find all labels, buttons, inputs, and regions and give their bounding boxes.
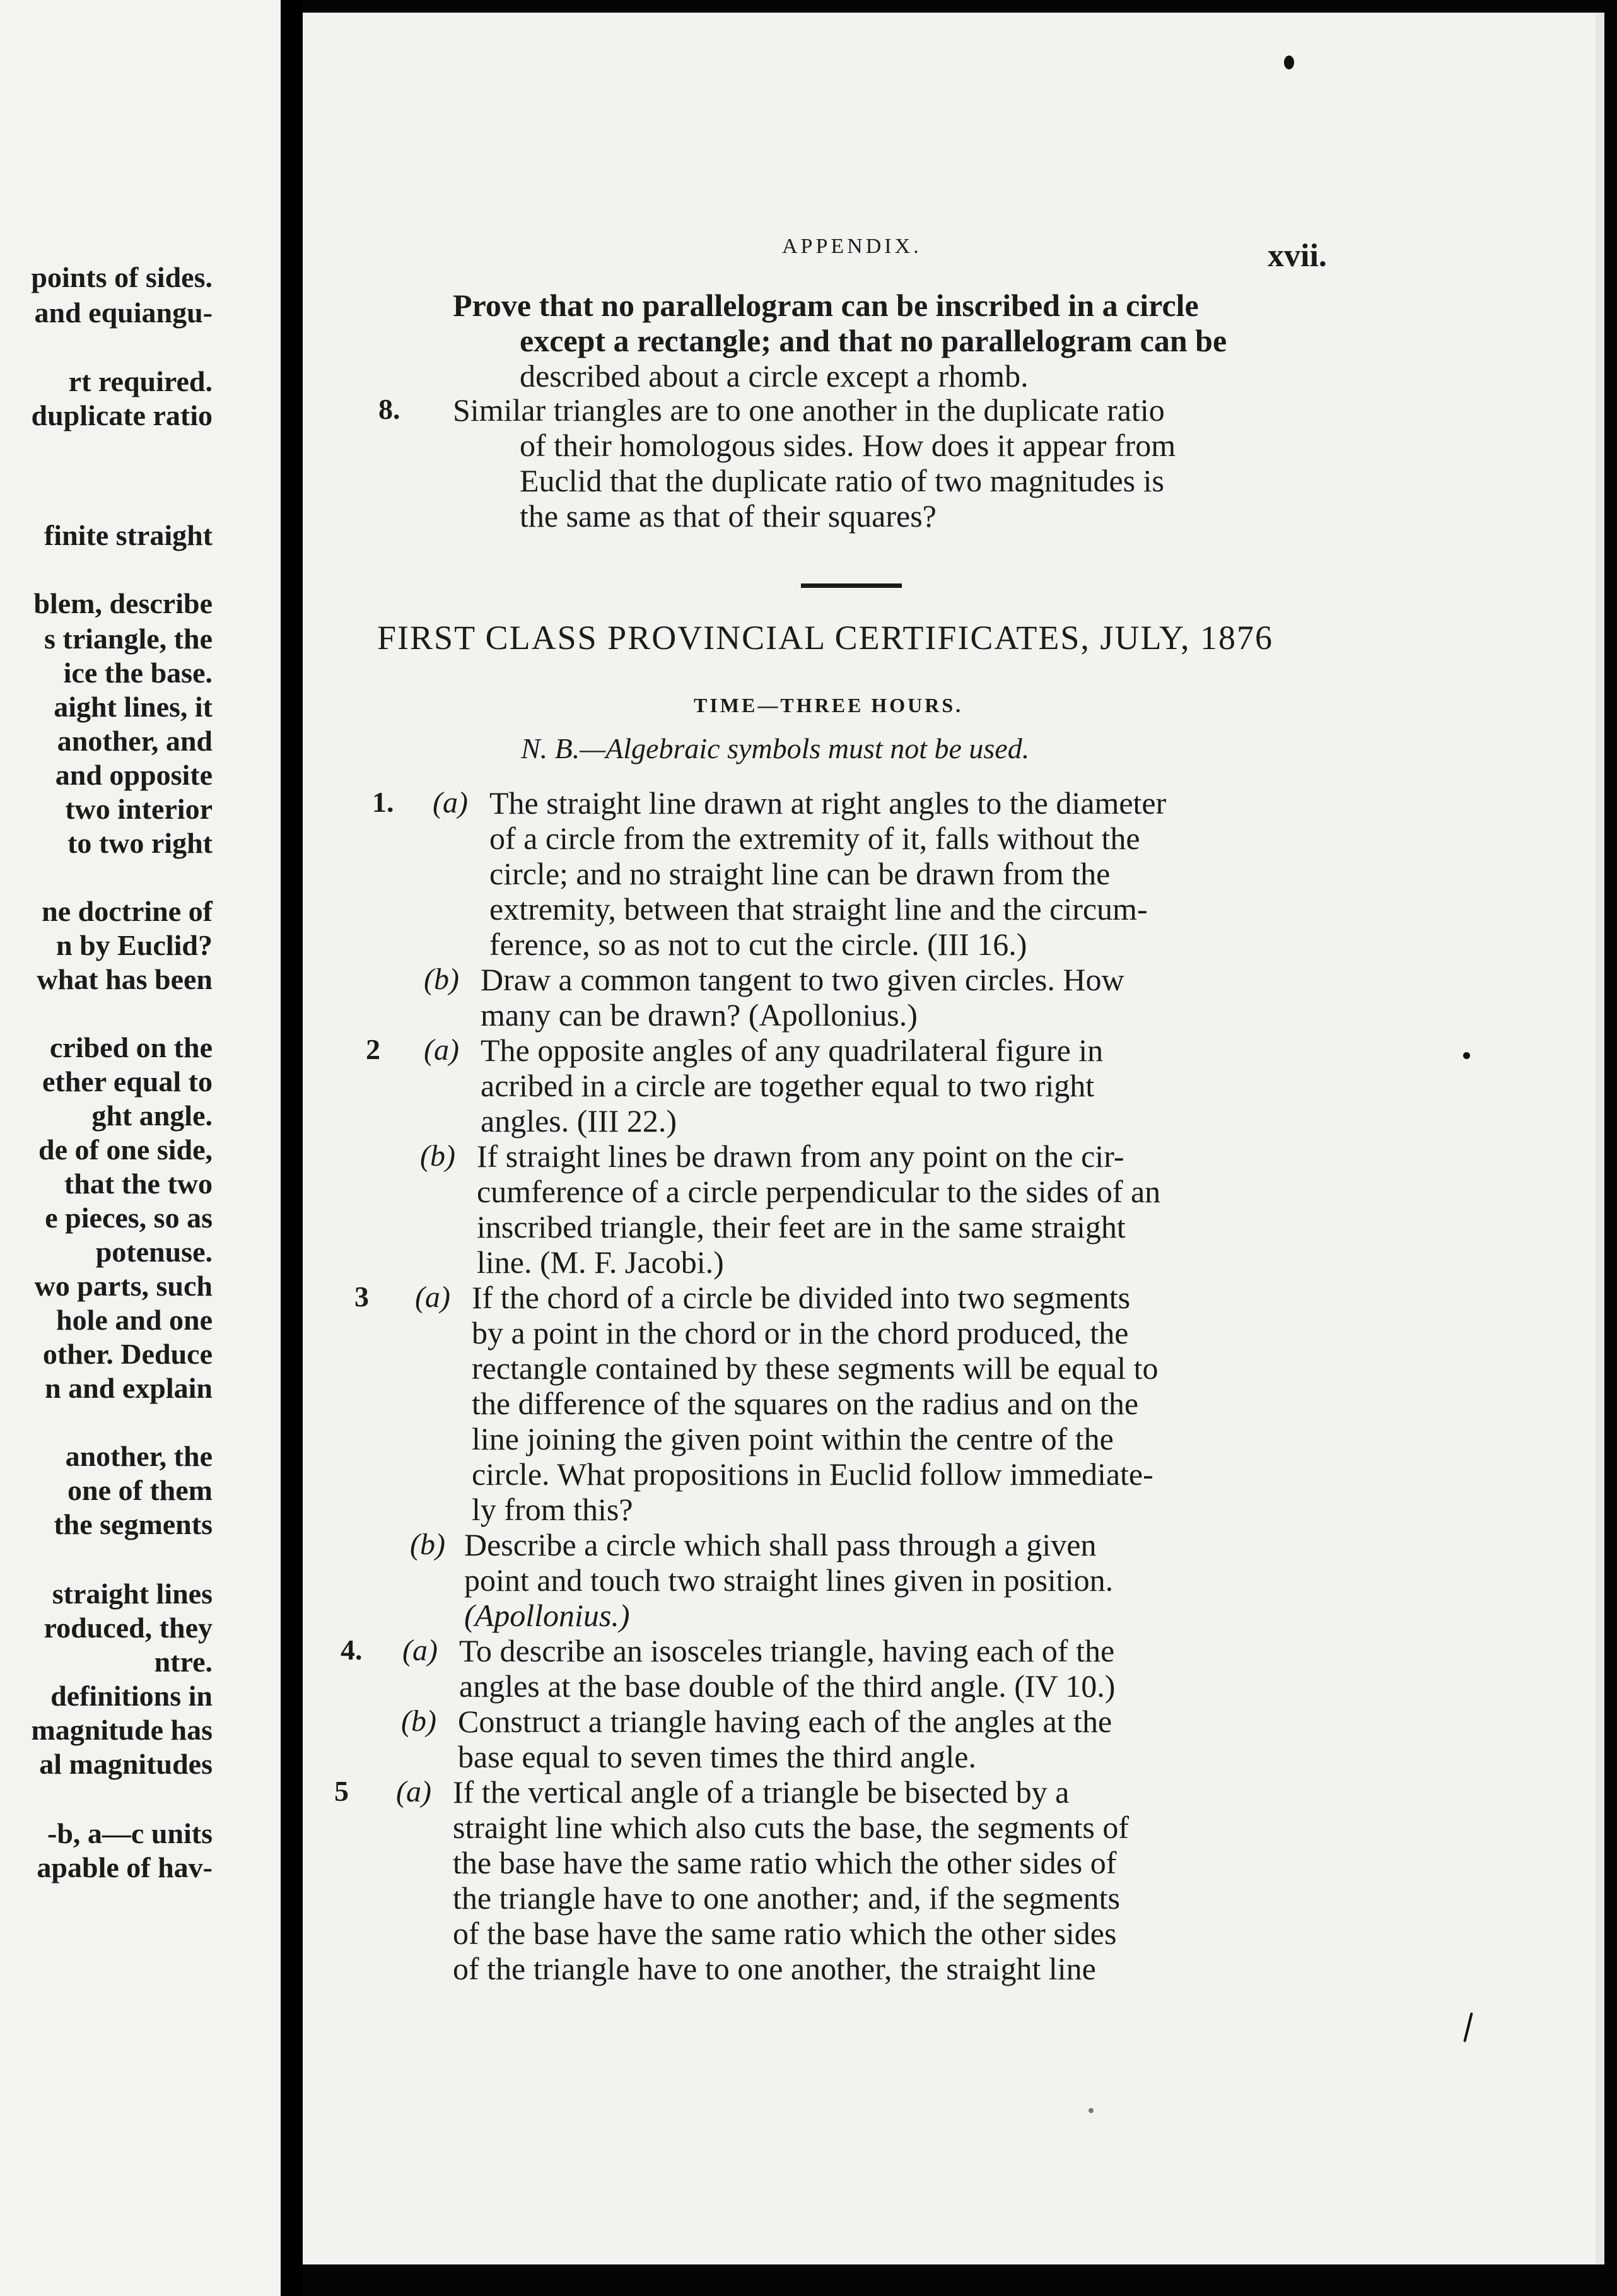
text-line: angles at the base double of the third angle. (IV 10.): [459, 1668, 1116, 1704]
left-text-line: ne doctrine of: [42, 895, 213, 927]
part-label: (a): [396, 1775, 431, 1808]
text-line: circle. What propositions in Euclid follow immediate-: [472, 1456, 1153, 1492]
left-text-line: aight lines, it: [54, 691, 213, 723]
text-line: If straight lines be drawn from any point on the cir-: [477, 1139, 1124, 1174]
ink-mark: [1463, 2012, 1473, 2042]
text-line: base equal to seven times the third angle.: [458, 1739, 976, 1774]
left-text-line: straight lines: [52, 1578, 213, 1610]
left-text-line: n and explain: [45, 1372, 213, 1404]
text-line: circle; and no straight line can be drawn from the: [489, 856, 1111, 891]
text-line: of their homologous sides. How does it appear from: [520, 428, 1176, 463]
part-label: (a): [415, 1280, 450, 1314]
text-line: If the chord of a circle be divided into two segments: [472, 1280, 1131, 1315]
text-line: described about a circle except a rhomb.: [520, 358, 1029, 394]
text-line: point and touch two straight lines given in position.: [464, 1562, 1114, 1598]
text-line: the base have the same ratio which the other sides of: [453, 1845, 1117, 1880]
text-line: Euclid that the duplicate ratio of two magnitudes is: [520, 463, 1164, 498]
left-text-line: other. Deduce: [42, 1338, 213, 1370]
left-text-line: n by Euclid?: [56, 929, 213, 961]
left-text-line: e pieces, so as: [45, 1202, 213, 1234]
left-text-line: hole and one: [56, 1304, 213, 1336]
text-line: (Apollonius.): [464, 1598, 630, 1633]
running-head: APPENDIX.: [782, 235, 922, 258]
part-label: (a): [402, 1634, 438, 1667]
left-text-line: two interior: [65, 793, 213, 825]
left-text-line: al magnitudes: [39, 1748, 213, 1780]
left-text-line: and opposite: [55, 759, 213, 791]
left-text-line: and equiangu-: [34, 296, 213, 329]
part-label: (a): [424, 1033, 459, 1067]
question-number: 5: [334, 1775, 349, 1807]
left-text-line: to two right: [67, 827, 213, 859]
left-text-line: ght angle.: [91, 1099, 213, 1132]
left-text-line: that the two: [64, 1168, 213, 1200]
left-text-line: ice the base.: [63, 657, 213, 689]
part-label: (b): [410, 1528, 445, 1561]
left-text-line: -b, a—c units: [47, 1817, 213, 1849]
question-number: 2: [366, 1033, 380, 1065]
left-text-line: another, and: [57, 725, 213, 757]
text-line: by a point in the chord or in the chord produced, the: [472, 1315, 1129, 1350]
left-text-line: the segments: [54, 1508, 213, 1540]
left-text-line: magnitude has: [31, 1714, 213, 1746]
text-line: of a circle from the extremity of it, falls without the: [489, 821, 1140, 856]
question-number: 4.: [341, 1634, 363, 1666]
text-line: Draw a common tangent to two given circles. How: [481, 962, 1124, 997]
left-text-line: another, the: [65, 1440, 213, 1472]
question-number: 8.: [378, 393, 400, 425]
text-line: ly from this?: [472, 1492, 633, 1527]
text-line: Prove that no parallelogram can be inscribed in a circle: [453, 288, 1199, 323]
text-line: inscribed triangle, their feet are in the same straight: [477, 1209, 1126, 1245]
question-number: 3: [354, 1280, 369, 1313]
text-line: line joining the given point within the centre of the: [472, 1421, 1114, 1456]
left-text-line: apable of hav-: [37, 1851, 213, 1883]
text-line: many can be drawn? (Apollonius.): [481, 997, 918, 1033]
text-line: If the vertical angle of a triangle be bisected by a: [453, 1774, 1070, 1810]
section-divider: [801, 583, 902, 588]
left-page-fragment: [0, 0, 281, 2296]
part-label: (a): [433, 786, 468, 819]
left-text-line: rt required.: [68, 365, 213, 397]
left-text-line: definitions in: [50, 1680, 213, 1712]
text-line: line. (M. F. Jacobi.): [477, 1245, 724, 1280]
left-text-line: cribed on the: [49, 1031, 213, 1063]
text-line: ference, so as not to cut the circle. (III 16.): [489, 927, 1027, 962]
left-text-line: points of sides.: [31, 261, 213, 293]
text-line: straight line which also cuts the base, the segments of: [453, 1810, 1129, 1845]
text-line: To describe an isosceles triangle, having each of the: [459, 1633, 1115, 1668]
left-text-line: roduced, they: [44, 1612, 213, 1644]
page-gutter: [281, 0, 303, 2296]
left-text-line: duplicate ratio: [31, 399, 213, 431]
left-text-line: finite straight: [44, 519, 213, 551]
text-line: The opposite angles of any quadrilateral figure in: [481, 1033, 1104, 1068]
ink-speck: [1284, 56, 1294, 69]
part-label: (b): [420, 1139, 455, 1173]
text-line: except a rectangle; and that no parallelogram can be: [520, 323, 1227, 358]
text-line: cumference of a circle perpendicular to the sides of an: [477, 1174, 1161, 1209]
exam-note: N. B.—Algebraic symbols must not be used.: [521, 732, 1030, 764]
left-text-line: one of them: [67, 1474, 213, 1506]
left-text-line: what has been: [37, 963, 213, 995]
text-line: Describe a circle which shall pass through a given: [464, 1527, 1097, 1562]
text-line: extremity, between that straight line and the circum-: [489, 891, 1148, 927]
part-label: (b): [401, 1704, 436, 1738]
text-line: of the triangle have to one another, the straight line: [453, 1951, 1096, 1986]
right-page: [303, 13, 1604, 2264]
text-line: The straight line drawn at right angles to the diameter: [489, 785, 1167, 821]
part-label: (b): [424, 963, 459, 996]
text-line: Construct a triangle having each of the angles at the: [458, 1704, 1112, 1739]
left-text-line: ntre.: [154, 1646, 213, 1678]
left-text-line: blem, describe: [33, 587, 213, 619]
text-line: angles. (III 22.): [481, 1103, 677, 1139]
page-number: xvii.: [1268, 238, 1327, 274]
text-line: acribed in a circle are together equal to two right: [481, 1068, 1095, 1103]
left-text-line: wo parts, such: [34, 1270, 213, 1302]
left-text-line: potenuse.: [95, 1236, 213, 1268]
text-line: Similar triangles are to one another in the duplicate ratio: [453, 392, 1165, 428]
left-text-line: de of one side,: [38, 1133, 213, 1166]
ink-speck: [1089, 2108, 1094, 2113]
question-number: 1.: [372, 786, 394, 818]
left-text-line: s triangle, the: [44, 623, 213, 655]
text-line: rectangle contained by these segments will be equal to: [472, 1350, 1159, 1386]
text-line: of the base have the same ratio which the other sides: [453, 1916, 1117, 1951]
exam-subtitle: TIME—THREE HOURS.: [694, 694, 964, 717]
ink-speck: [1463, 1052, 1470, 1059]
text-line: the same as that of their squares?: [520, 498, 937, 534]
left-text-line: ether equal to: [42, 1065, 213, 1098]
exam-title: FIRST CLASS PROVINCIAL CERTIFICATES, JULY, 1876: [377, 619, 1274, 657]
text-line: the difference of the squares on the radius and on the: [472, 1386, 1139, 1421]
text-line: the triangle have to one another; and, if the segments: [453, 1880, 1120, 1916]
